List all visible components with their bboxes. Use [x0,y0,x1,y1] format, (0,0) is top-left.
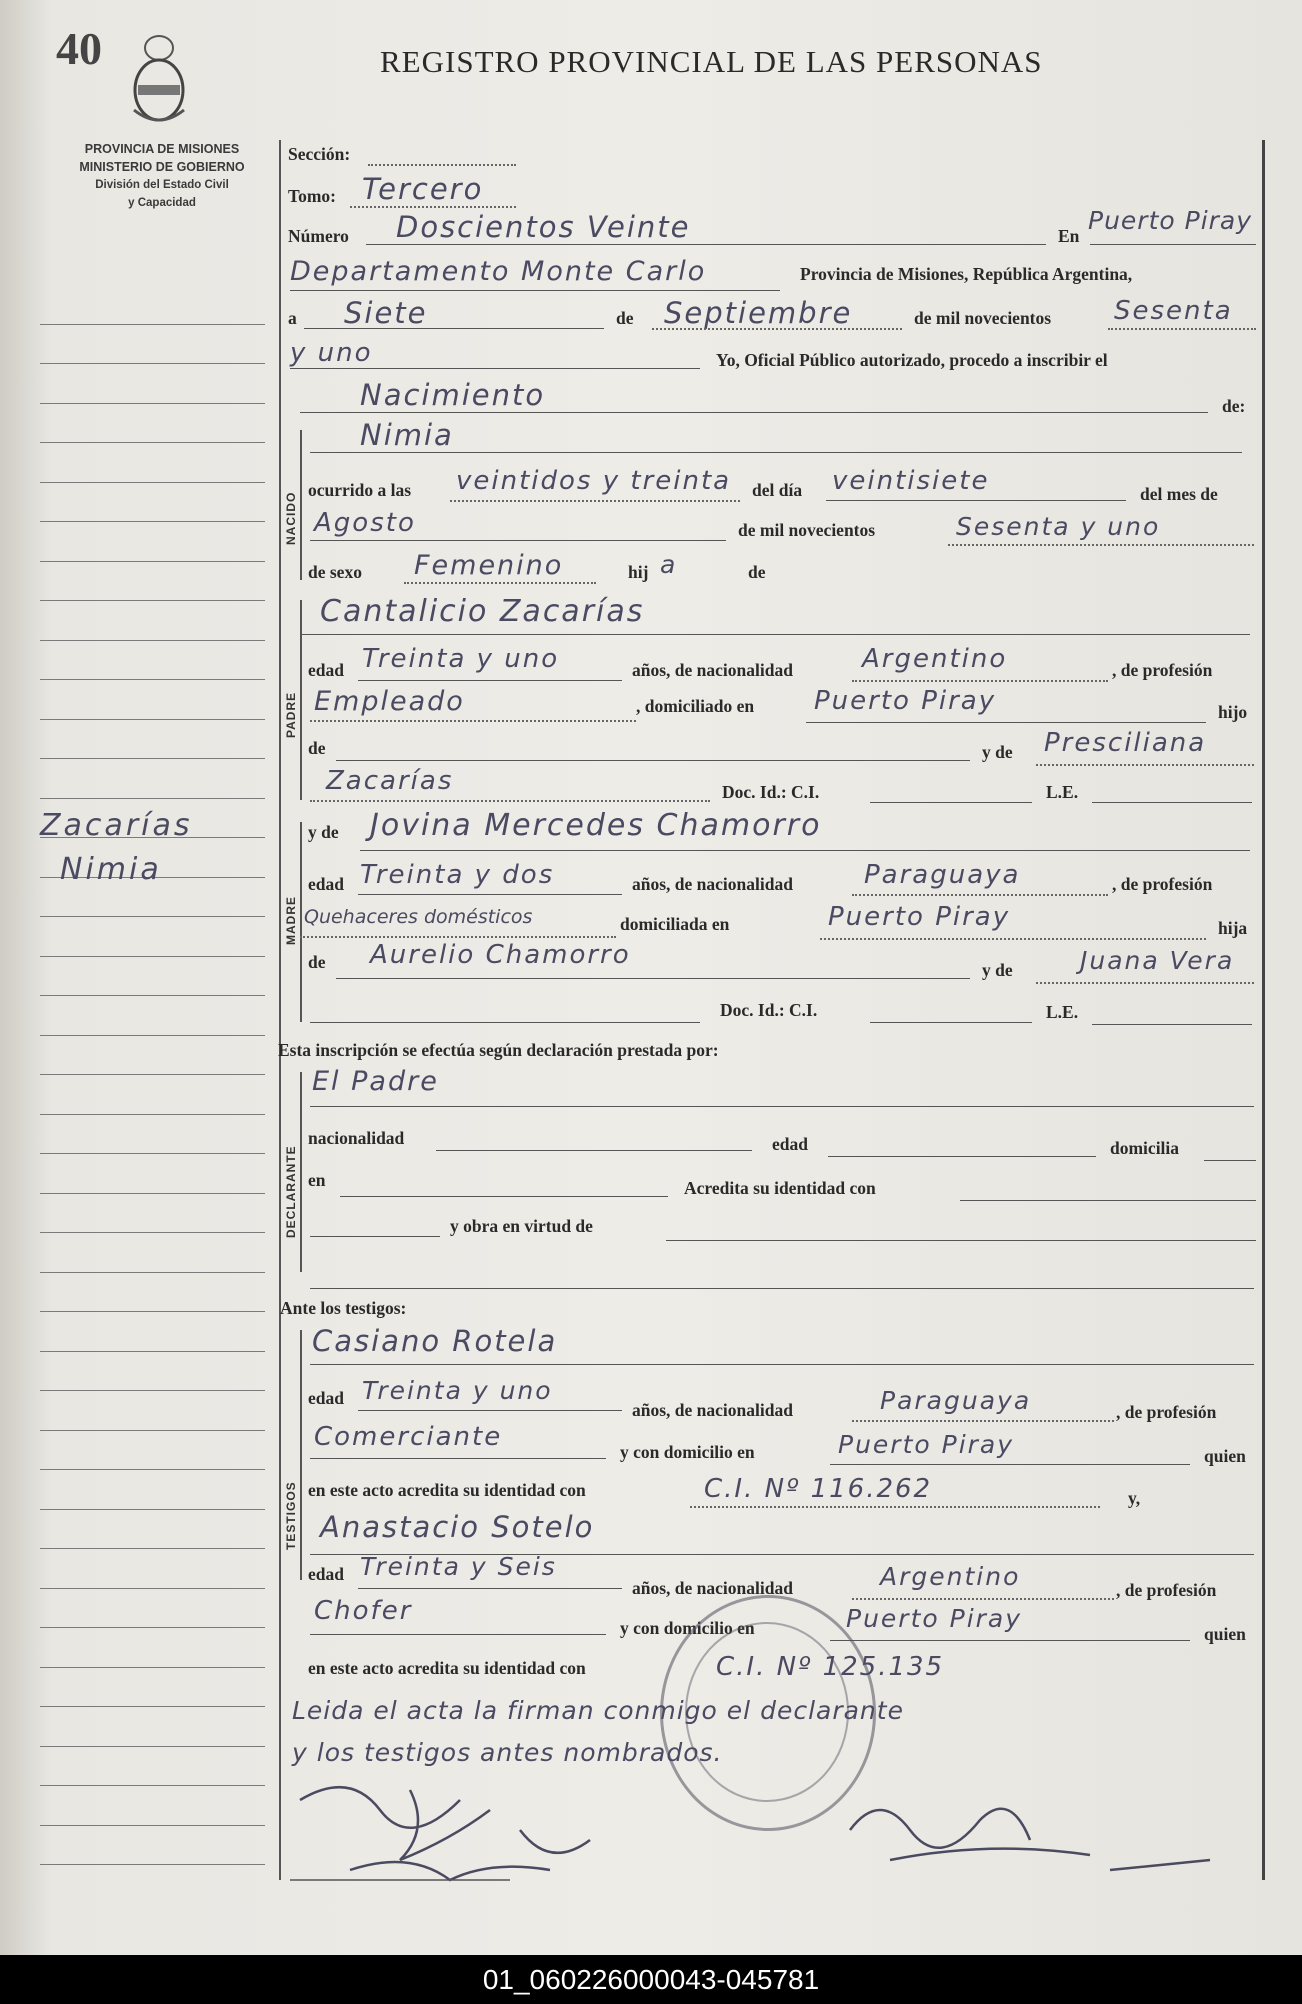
label-inscripcion: Esta inscripción se efectúa según declaración prestada por: [278,1040,719,1060]
padre-nombre-value: Cantalicio Zacarías [320,594,645,629]
numero-line [366,244,1046,245]
declarante-bracket [300,1072,302,1272]
label-y-comma: y, [1128,1488,1141,1508]
t1-nac-line [852,1420,1114,1422]
label-de-mil: de mil novecientos [914,308,1052,328]
t1-prof-value: Comerciante [314,1422,503,1452]
t2-prof-line [310,1634,606,1635]
anio-line-1 [1108,328,1256,330]
label-del-mes: del mes de [1140,484,1218,504]
section-declarante: DECLARANTE [284,1145,298,1238]
label-acredita-t1: en este acto acredita su identidad con [308,1480,586,1500]
decl-dom-line [1204,1160,1256,1161]
label-de-colon: de: [1222,396,1246,416]
dia-nac-line [826,500,1126,501]
label-del-dia: del día [752,480,803,500]
testigo2-value: Anastacio Sotelo [320,1510,595,1544]
label-hij: hij [628,562,649,582]
margin-note-surname: Zacarías [40,808,193,843]
t1-doc-value: C.I. Nº 116.262 [704,1474,933,1504]
label-le-madre: L.E. [1046,1002,1079,1022]
testigos-bracket [300,1330,302,1580]
madre-edad-value: Treinta y dos [360,860,555,890]
t2-nac-line [852,1598,1114,1600]
label-y-de-padre: y de [982,742,1013,762]
declarante-value: El Padre [312,1066,439,1097]
section-testigos: TESTIGOS [284,1481,298,1550]
abuela-p2-line [310,800,710,802]
label-de-padre: de [308,738,326,758]
label-profesion-t1: , de profesión [1116,1402,1217,1422]
label-anos-t2: años, de nacionalidad [632,1578,793,1598]
label-numero: Número [288,226,349,246]
ministry-line-4: y Capacidad [128,197,196,209]
page-number: 40 [56,23,102,74]
departamento-value: Departamento Monte Carlo [290,256,707,287]
hora-line [450,500,740,502]
label-anos-t1: años, de nacionalidad [632,1400,793,1420]
ministry-line-2: MINISTERIO DE GOBIERNO [79,160,245,174]
mes-nac-value: Agosto [314,508,416,538]
dia-line [304,328,604,329]
padre-prof-value: Empleado [314,686,465,717]
tomo-value: Tercero [362,172,484,206]
document-title: REGISTRO PROVINCIAL DE LAS PERSONAS [380,44,1043,79]
padre-nac-line [852,680,1108,682]
label-oficial: Yo, Oficial Público autorizado, procedo a inscribir el [716,350,1108,370]
padre-edad-value: Treinta y uno [362,644,560,674]
t2-nac-value: Argentino [880,1562,1021,1591]
nacido-bracket [300,430,302,580]
label-doc-madre: Doc. Id.: C.I. [720,1000,818,1020]
t1-prof-line [310,1458,606,1459]
label-profesion-padre: , de profesión [1112,660,1213,680]
label-de: de [616,308,634,328]
label-domiciliado: , domiciliado en [636,696,755,716]
lugar-value: Puerto Piray [1088,206,1253,235]
ministry-line-3: División del Estado Civil [95,179,229,191]
madre-nac-line [852,894,1108,896]
t1-dom-line [830,1464,1190,1465]
label-provincia: Provincia de Misiones, República Argentina, [800,264,1133,284]
madre-nac-value: Paraguaya [864,860,1021,890]
testigo1-line [310,1364,1254,1365]
madre-prof-value: Quehaceres domésticos [304,906,533,928]
t1-nac-value: Paraguaya [880,1386,1032,1415]
label-edad-madre: edad [308,874,344,894]
label-anos-padre: años, de nacionalidad [632,660,793,680]
mes-value: Septiembre [664,296,853,330]
padre-dom-value: Puerto Piray [814,686,997,716]
t1-edad-value: Treinta y uno [362,1376,553,1405]
departamento-line [290,290,780,291]
section-madre: MADRE [284,896,298,945]
section-nacido: NACIDO [284,491,298,545]
le-madre-line [1092,1024,1252,1025]
t1-dom-value: Puerto Piray [838,1430,1015,1459]
dia-nac-value: veintisiete [832,466,990,496]
margin-note-name: Nimia [60,852,162,887]
madre-dom-value: Puerto Piray [828,902,1011,932]
closing-line-2: y los testigos antes nombrados. [292,1738,723,1767]
decl-nac-line [436,1150,752,1151]
padre-dom-line [806,722,1206,723]
mes-nac-line [310,540,726,541]
label-anos-madre: años, de nacionalidad [632,874,793,894]
le-padre-line [1092,802,1252,803]
label-domiciliada: domiciliada en [620,914,730,934]
label-en: En [1058,226,1080,246]
doc-madre-line [870,1022,1032,1023]
abuelo-m-value: Aurelio Chamorro [370,940,631,970]
label-con-domicilio-t2: y con domicilio en [620,1618,755,1638]
label-obra: y obra en virtud de [450,1216,593,1236]
madre-nombre-value: Jovina Mercedes Chamorro [370,808,822,843]
label-de-mil-nac: de mil novecientos [738,520,876,540]
label-le-padre: L.E. [1046,782,1079,802]
closing-line-1: Leida el acta la firman conmigo el declarante [292,1696,904,1725]
decl-obra-pre-line [310,1236,440,1237]
nombre-value: Nimia [360,418,454,452]
hija-suffix-value: a [660,550,678,579]
hora-value: veintidos y treinta [456,466,732,496]
decl-extra-line [310,1288,1254,1289]
madre-dom-line [820,938,1206,940]
label-de-sexo: de sexo [308,562,362,582]
section-padre: PADRE [284,691,298,738]
t2-prof-value: Chofer [314,1596,413,1626]
abuelo-m-line [336,978,970,979]
dia-value: Siete [344,296,428,330]
label-con-domicilio-t1: y con domicilio en [620,1442,755,1462]
abuelo-p-line [336,760,970,761]
ministry-header [52,140,272,212]
t1-doc-line [690,1506,1100,1508]
abuela-p-value: Presciliana [1044,728,1207,758]
label-profesion-madre: , de profesión [1112,874,1213,894]
madre-edad-line [358,894,622,895]
t2-dom-line [830,1640,1190,1641]
t2-doc-value: C.I. Nº 125.135 [716,1652,945,1682]
right-border [1262,140,1265,1880]
padre-prof-line [310,720,636,722]
label-en-decl: en [308,1170,326,1190]
abuela-m-value: Juana Vera [1080,946,1235,975]
label-hijo: hijo [1218,702,1248,722]
label-doc-padre: Doc. Id.: C.I. [722,782,820,802]
label-de-hija: de [748,562,766,582]
declarante-line [310,1106,1254,1107]
left-border [279,140,281,1880]
label-edad-t1: edad [308,1388,344,1408]
numero-value: Doscientos Veinte [396,210,691,244]
signatures-icon [290,1770,1250,1900]
label-ante: Ante los testigos: [280,1298,407,1318]
decl-en-line [340,1196,668,1197]
mes-line [652,328,902,330]
padre-edad-line [358,680,622,681]
label-y-de-madre2: y de [982,960,1013,980]
label-seccion: Sección: [288,144,351,164]
padre-nombre-line [300,634,1250,635]
lugar-line [1090,244,1256,245]
label-ocurrido: ocurrido a las [308,480,412,500]
label-profesion-t2: , de profesión [1116,1580,1217,1600]
t2-dom-value: Puerto Piray [846,1604,1023,1633]
anio-value-2: y uno [290,338,373,368]
label-de-madre: de [308,952,326,972]
sexo-value: Femenino [414,550,564,581]
label-hija: hija [1218,918,1248,938]
madre-nombre-line [360,850,1250,851]
coat-of-arms-icon [128,30,190,130]
abuela-p-line [1036,764,1254,766]
madre-extra-line [310,1022,700,1023]
madre-bracket [300,822,302,1022]
acto-value: Nacimiento [360,378,546,412]
margin-ruled-lines [40,285,265,1865]
doc-padre-line [870,802,1032,803]
decl-edad-line [828,1156,1096,1157]
t1-edad-line [358,1410,622,1411]
anio-nac-value: Sesenta y uno [956,512,1161,541]
nombre-line [310,452,1242,453]
label-acredita-t2: en este acto acredita su identidad con [308,1658,586,1678]
acto-line [300,412,1208,413]
seccion-line [368,164,516,166]
label-acredita: Acredita su identidad con [684,1178,876,1198]
anio-value-1: Sesenta [1114,296,1233,326]
label-domicilia: domicilia [1110,1138,1180,1158]
madre-prof-line [300,936,616,938]
label-edad-padre: edad [308,660,344,680]
label-a: a [288,308,297,328]
decl-acredita-line [960,1200,1256,1201]
tomo-line [350,206,516,208]
anio-nac-line [948,544,1254,546]
label-edad-decl: edad [772,1134,808,1154]
anio-line-2 [290,368,700,369]
sexo-line [404,582,596,584]
label-y-de-madre: y de [308,822,339,842]
label-quien-t2: quien [1204,1624,1246,1644]
abuela-p2-value: Zacarías [326,766,454,796]
label-quien-t1: quien [1204,1446,1246,1466]
label-edad-t2: edad [308,1564,344,1584]
t2-edad-line [358,1588,622,1589]
ministry-line-1: PROVINCIA DE MISIONES [84,142,240,156]
padre-bracket [300,600,302,800]
label-nacionalidad-decl: nacionalidad [308,1128,405,1148]
footer-id: 01_060226000043-045781 [0,1955,1302,2004]
t2-edad-value: Treinta y Seis [360,1552,557,1581]
testigo1-value: Casiano Rotela [312,1324,558,1358]
abuela-m-line [1036,982,1254,984]
decl-obra-line [666,1240,1256,1241]
padre-nac-value: Argentino [862,644,1008,674]
label-tomo: Tomo: [288,186,336,206]
